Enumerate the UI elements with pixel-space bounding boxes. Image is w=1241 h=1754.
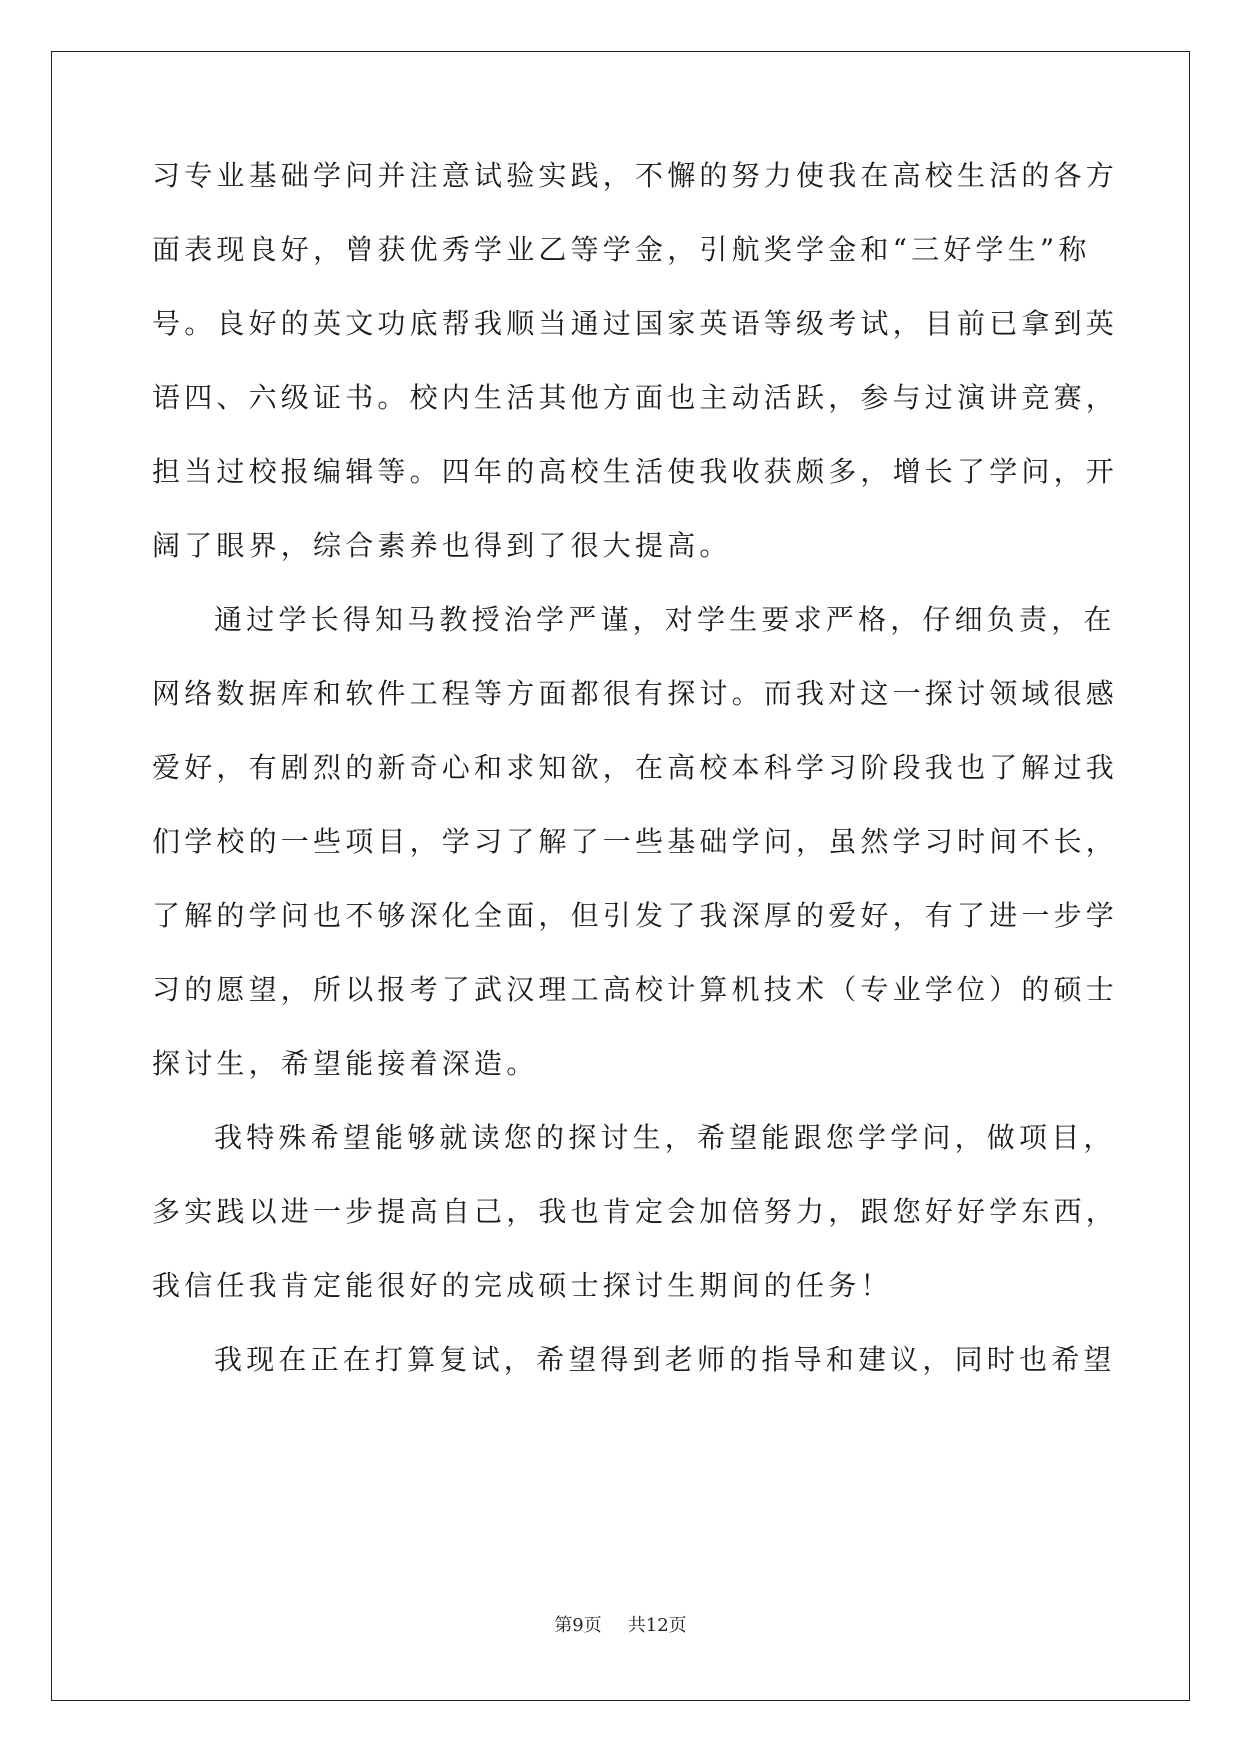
text-line: 号。良好的英文功底帮我顺当通过国家英语等级考试，目前已拿到英 <box>152 307 1119 340</box>
text-line: 了解的学问也不够深化全面，但引发了我深厚的爱好，有了进一步学 <box>152 899 1119 932</box>
text-line: 阔了眼界，综合素养也得到了很大提高。 <box>152 529 732 562</box>
text-line: 网络数据库和软件工程等方面都很有探讨。而我对这一探讨领域很感 <box>152 677 1119 710</box>
text-line: 爱好，有剧烈的新奇心和求知欲，在高校本科学习阶段我也了解过我 <box>152 751 1119 784</box>
page-footer <box>0 1611 1241 1637</box>
text-line: 担当过校报编辑等。四年的高校生活使我收获颇多，增长了学问，开 <box>152 455 1119 488</box>
page-border <box>51 51 1190 1701</box>
paragraph-first-line: 我特殊希望能够就读您的探讨生，希望能跟您学学问，做项目， <box>214 1121 1116 1154</box>
text-line: 们学校的一些项目，学习了解了一些基础学问，虽然学习时间不长， <box>152 825 1119 858</box>
text-line: 习的愿望，所以报考了武汉理工高校计算机技术（专业学位）的硕士 <box>152 973 1119 1006</box>
page-number-total: 共12页 <box>627 1615 687 1636</box>
text-line: 面表现良好，曾获优秀学业乙等学金，引航奖学金和“三好学生”称 <box>152 233 1091 266</box>
paragraph-first-line: 通过学长得知马教授治学严谨，对学生要求严格，仔细负责，在 <box>214 603 1116 636</box>
text-line: 探讨生，希望能接着深造。 <box>152 1047 539 1080</box>
text-line: 习专业基础学问并注意试验实践，不懈的努力使我在高校生活的各方 <box>152 159 1119 192</box>
text-line: 我信任我肯定能很好的完成硕士探讨生期间的任务！ <box>152 1269 893 1302</box>
paragraph-first-line: 我现在正在打算复试，希望得到老师的指导和建议，同时也希望 <box>214 1343 1116 1376</box>
text-line: 语四、六级证书。校内生活其他方面也主动活跃，参与过演讲竞赛， <box>152 381 1119 414</box>
page-number-current: 第9页 <box>554 1615 602 1636</box>
text-line: 多实践以进一步提高自己，我也肯定会加倍努力，跟您好好学东西， <box>152 1195 1119 1228</box>
